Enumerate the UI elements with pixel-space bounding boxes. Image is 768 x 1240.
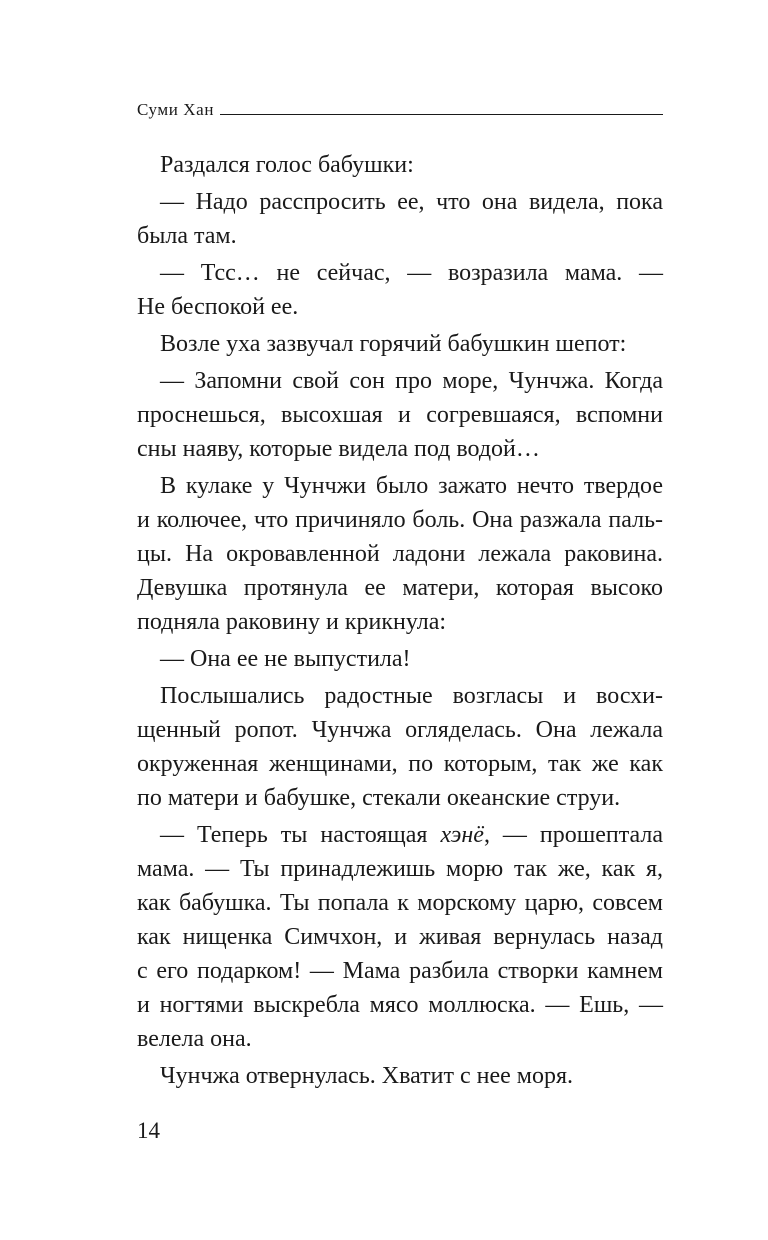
- text-line: как бабушка. Ты попала к морскому царю, совсем: [137, 890, 663, 916]
- text-line: была там.: [137, 223, 237, 249]
- text-line: Чунчжа отвернулась. Хватит с нее моря.: [160, 1063, 574, 1089]
- running-head-author: Суми Хан: [137, 100, 215, 119]
- text-line: цы. На окровавленной ладони лежала раковина.: [137, 541, 663, 567]
- paragraph: [137, 642, 663, 676]
- text-line: подняла раковину и крикнула:: [137, 609, 447, 635]
- paragraph: [137, 1059, 663, 1093]
- text-line: Послышались радостные возгласы и восхи-: [160, 683, 663, 709]
- body-text: [137, 148, 663, 1096]
- text-line: и колючее, что причиняло боль. Она разжала паль-: [137, 507, 663, 533]
- running-head-rule: [220, 114, 663, 115]
- text-line: как нищенка Симчхон, и живая вернулась назад: [137, 924, 663, 950]
- text-line: окруженная женщинами, по которым, так же как: [137, 751, 663, 777]
- text-line: и ногтями выскребла мясо моллюска. — Ешь, —: [137, 992, 663, 1018]
- text-line: щенный ропот. Чунчжа огляделась. Она лежала: [137, 717, 663, 743]
- text-line: — Запомни свой сон про море, Чунчжа. Когда: [160, 368, 663, 394]
- text-line: Раздался голос бабушки:: [160, 152, 414, 178]
- text-line: Девушка протянула ее матери, которая высоко: [137, 575, 663, 601]
- text-line: мама. — Ты принадлежишь морю так же, как я,: [137, 856, 663, 882]
- text-line: по матери и бабушке, стекали океанские струи.: [137, 785, 621, 811]
- paragraph: [137, 469, 663, 639]
- text-line: — Надо расспросить ее, что она видела, пока: [160, 189, 663, 215]
- text-line: с его подарком! — Мама разбила створки камнем: [137, 958, 663, 984]
- text-line: В кулаке у Чунчжи было зажато нечто твердое: [160, 473, 663, 499]
- text-line: Возле уха зазвучал горячий бабушкин шепот:: [160, 331, 627, 357]
- paragraph: [137, 818, 663, 1056]
- page-number: 14: [137, 1118, 160, 1143]
- paragraph: [137, 679, 663, 815]
- italic-term: хэнё: [440, 822, 484, 848]
- paragraph: [137, 185, 663, 253]
- text-line: сны наяву, которые видела под водой…: [137, 436, 540, 462]
- running-head: [137, 96, 663, 120]
- paragraph: [137, 327, 663, 361]
- text-line: [137, 818, 663, 852]
- paragraph: [137, 364, 663, 466]
- paragraph: [137, 148, 663, 182]
- text-line: — Тсс… не сейчас, — возразила мама. —: [160, 260, 663, 286]
- text-line: — Она ее не выпустила!: [160, 646, 411, 672]
- paragraph: [137, 256, 663, 324]
- text-span: , — прошептала: [483, 822, 664, 848]
- text-span: — Теперь ты настоящая: [160, 822, 441, 848]
- text-line: проснешься, высохшая и согревшаяся, вспомни: [137, 402, 663, 428]
- text-line: велела она.: [137, 1026, 252, 1052]
- text-line: Не беспокой ее.: [137, 294, 299, 320]
